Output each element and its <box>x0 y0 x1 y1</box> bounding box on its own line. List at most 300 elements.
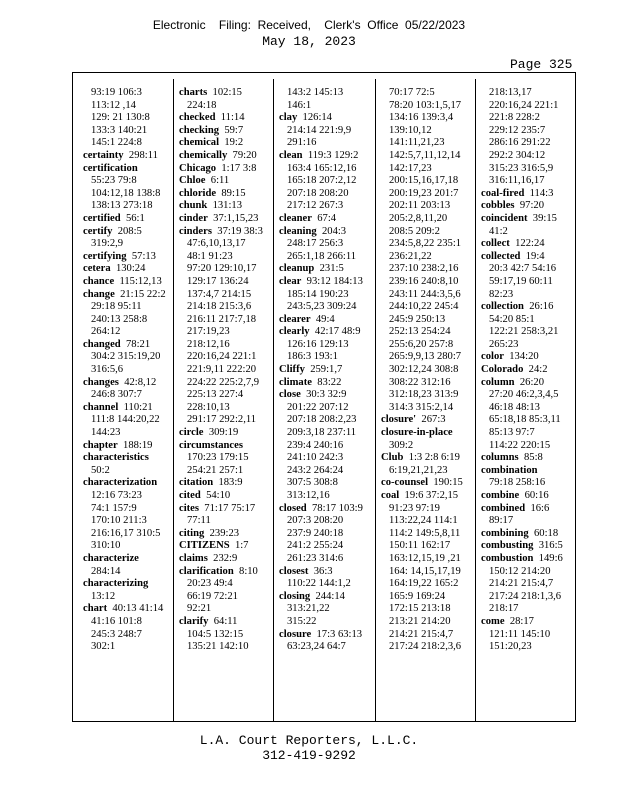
page-line-refs: 208:5 209:2 <box>389 225 440 237</box>
index-entry <box>83 503 166 516</box>
index-entry <box>83 414 166 427</box>
index-entry <box>481 503 563 516</box>
index-term: characterizing <box>83 578 149 590</box>
filing-stamp: Electronic Filing: Received, Clerk's Office 05/22/2023 <box>152 18 466 32</box>
index-term: collected <box>481 250 521 262</box>
reporter-name: L.A. Court Reporters, L.L.C. <box>199 733 419 748</box>
page-line-refs: 302:1 <box>91 641 116 653</box>
index-entry <box>83 339 166 352</box>
page-line-refs: 131:13 <box>212 200 243 212</box>
index-entry <box>83 465 166 478</box>
page-line-refs: 286:16 291:22 <box>489 137 551 149</box>
index-entry <box>279 326 363 339</box>
page-line-refs: 135:21 142:10 <box>187 641 249 653</box>
page-line-refs: 316:11,16,17 <box>489 175 545 187</box>
index-entry <box>179 364 263 377</box>
page-line-refs: 114:2 149:5,8,11 <box>389 527 461 539</box>
index-entry <box>279 540 363 553</box>
index-entry <box>83 301 166 314</box>
page-line-refs: 110:22 144:1,2 <box>287 578 351 590</box>
index-entry <box>83 629 166 642</box>
page-line-refs: 71:17 75:17 <box>204 502 256 514</box>
index-entry <box>381 414 463 427</box>
index-term: checking <box>179 124 220 136</box>
index-entry <box>179 238 263 251</box>
index-entry <box>481 137 563 150</box>
page-line-refs: 214:21 215:4,7 <box>389 628 454 640</box>
page-line-refs: 218:13,17 <box>489 87 532 98</box>
index-entry <box>381 377 463 390</box>
index-entry <box>83 553 166 566</box>
page-line-refs: 185:14 190:23 <box>287 288 349 300</box>
index-entry <box>179 616 263 629</box>
page-line-refs: 121:11 145:10 <box>489 628 551 640</box>
index-entry <box>279 578 363 591</box>
index-entry <box>179 591 263 604</box>
index-term: closed <box>279 502 307 514</box>
index-entry <box>381 629 463 642</box>
index-entry <box>83 402 166 415</box>
index-entry <box>481 377 563 390</box>
page-line-refs: 217:24 218:2,3,6 <box>389 641 462 653</box>
page-line-refs: 172:15 213:18 <box>389 603 451 615</box>
index-entry <box>83 528 166 541</box>
index-entry <box>381 427 463 440</box>
page-line-refs: 291:16 <box>287 137 317 149</box>
index-entry <box>279 163 363 176</box>
page-line-refs: 129:17 136:24 <box>187 275 249 287</box>
page-line-refs: 244:10,22 245:4 <box>389 301 459 313</box>
filing-header <box>0 18 618 49</box>
index-entry <box>279 566 363 579</box>
index-term: close <box>279 389 301 401</box>
page-line-refs: 252:13 254:24 <box>389 326 451 338</box>
index-entry <box>179 528 263 541</box>
page-line-refs: 49:4 <box>315 313 335 325</box>
page-line-refs: 236:21,22 <box>389 250 432 262</box>
page-line-refs: 313:12,16 <box>287 490 330 501</box>
page-line-refs: 164: 14,15,17,19 <box>389 565 461 577</box>
index-entry <box>481 616 563 629</box>
index-entry <box>381 477 463 490</box>
index-entry <box>381 125 463 138</box>
page-line-refs: 244:14 <box>315 590 345 602</box>
page-line-refs: 207:18 208:2,23 <box>287 414 357 426</box>
page-line-refs: 130:24 <box>115 263 146 275</box>
page-line-refs: 8:10 <box>239 565 258 577</box>
index-entry <box>179 414 263 427</box>
index-term: characterize <box>83 552 139 564</box>
index-entry <box>381 112 463 125</box>
page-line-refs: 231:5 <box>319 263 344 275</box>
page-line-refs: 57:13 <box>131 250 156 262</box>
index-entry <box>179 427 263 440</box>
index-entry <box>481 566 563 579</box>
index-entry <box>481 477 563 490</box>
page-line-refs: 6:11 <box>210 175 230 187</box>
index-entry <box>381 465 463 478</box>
index-term: characterization <box>83 477 158 489</box>
index-term: circumstances <box>179 439 243 451</box>
index-entry <box>279 402 363 415</box>
index-entry <box>279 213 363 226</box>
index-entry <box>381 276 463 289</box>
index-term: combusting <box>481 540 534 552</box>
page-line-refs: 144:23 <box>91 427 121 439</box>
index-entry <box>179 301 263 314</box>
page-line-refs: 37:1,15,23 <box>213 212 259 224</box>
page-line-refs: 315:23 316:5,9 <box>489 162 554 174</box>
page-line-refs: 255:6,20 257:8 <box>389 338 454 350</box>
page-line-refs: 42:17 48:9 <box>314 326 361 338</box>
index-entry <box>179 452 263 465</box>
index-entry <box>279 616 363 629</box>
page-line-refs: 217:19,23 <box>187 326 230 338</box>
page-line-refs: 6:19,21,21,23 <box>389 464 448 476</box>
page-line-refs: 150:11 162:17 <box>389 540 451 552</box>
index-entry <box>381 263 463 276</box>
index-term: coincident <box>481 212 528 224</box>
index-entry <box>83 490 166 503</box>
page-line-refs: 46:18 48:13 <box>489 401 540 413</box>
index-entry <box>381 175 463 188</box>
index-entry <box>381 540 463 553</box>
index-term: certainty <box>83 149 124 161</box>
page-line-refs: 50:2 <box>91 464 110 476</box>
page-line-refs: 201:22 207:12 <box>287 401 349 413</box>
index-entry <box>381 566 463 579</box>
page-line-refs: 241:2 255:24 <box>287 540 344 552</box>
index-entry <box>279 503 363 516</box>
index-entry <box>179 377 263 390</box>
index-term: come <box>481 615 505 627</box>
page-line-refs: 220:16,24 221:1 <box>187 351 257 363</box>
page-line-refs: 79:18 258:16 <box>489 477 546 489</box>
page-line-refs: 200:19,23 201:7 <box>389 187 459 199</box>
index-entry <box>481 465 563 478</box>
index-entry <box>179 137 263 150</box>
page-line-refs: 261:23 314:6 <box>287 552 344 564</box>
page-line-refs: 314:3 315:2,14 <box>389 401 454 413</box>
page-line-refs: 218:12,16 <box>187 338 230 350</box>
page-line-refs: 200:15,16,17,18 <box>389 175 459 187</box>
index-term: characteristics <box>83 452 149 464</box>
page-line-refs: 60:18 <box>533 527 559 539</box>
index-entry <box>481 364 563 377</box>
page-line-refs: 41:2 <box>489 225 508 237</box>
index-entry <box>481 226 563 239</box>
index-entry <box>179 578 263 591</box>
index-entry <box>481 351 563 364</box>
page-line-refs: 207:18 208:20 <box>287 187 349 199</box>
page-line-refs: 93:12 184:13 <box>306 275 363 287</box>
page-line-refs: 243:5,23 309:24 <box>287 301 357 313</box>
index-entry <box>481 163 563 176</box>
page-line-refs: 93:19 106:3 <box>91 87 142 98</box>
index-entry <box>179 100 263 113</box>
page-line-refs: 308:22 312:16 <box>389 376 451 388</box>
page-line-refs: 163:4 165:12,16 <box>287 162 357 174</box>
index-entry <box>481 112 563 125</box>
page-line-refs: 91:23 97:19 <box>389 502 440 514</box>
index-entry <box>83 150 166 163</box>
index-entry <box>83 452 166 465</box>
page-line-refs: 1:7 <box>234 540 249 552</box>
index-entry <box>83 200 166 213</box>
index-term: closure-in-place <box>381 427 453 439</box>
index-entry <box>83 540 166 553</box>
index-entry <box>279 490 363 503</box>
index-entry <box>179 540 263 553</box>
index-entry <box>481 603 563 616</box>
index-entry <box>279 314 363 327</box>
page-line-refs: 170:23 179:15 <box>187 452 249 464</box>
index-term: citation <box>179 477 214 489</box>
index-entry <box>481 389 563 402</box>
index-entry <box>83 87 166 100</box>
page-line-refs: 13:12 <box>91 590 116 602</box>
page-line-refs: 216:11 217:7,18 <box>187 313 257 325</box>
page-line-refs: 65:18,18 85:3,11 <box>489 414 561 426</box>
page-line-refs: 17:3 63:13 <box>316 628 363 640</box>
page-line-refs: 114:3 <box>529 187 554 199</box>
page-line-refs: 298:11 <box>128 149 158 161</box>
index-entry <box>279 276 363 289</box>
index-entry <box>381 603 463 616</box>
index-term: coal <box>381 490 400 501</box>
index-term: combined <box>481 502 526 514</box>
index-term: chunk <box>179 200 208 212</box>
index-entry <box>83 163 166 176</box>
index-entry <box>279 440 363 453</box>
index-entry <box>381 200 463 213</box>
page-line-refs: 304:2 315:19,20 <box>91 351 161 363</box>
index-entry <box>279 100 363 113</box>
index-entry <box>481 200 563 213</box>
page-line-refs: 64:11 <box>213 615 238 627</box>
page-line-refs: 225:13 227:4 <box>187 389 244 401</box>
index-entry <box>481 289 563 302</box>
index-entry <box>83 251 166 264</box>
page-line-refs: 164:19,22 165:2 <box>389 578 459 590</box>
index-entry <box>381 326 463 339</box>
index-term: cited <box>179 490 201 501</box>
index-term: citing <box>179 527 205 539</box>
index-entry <box>481 175 563 188</box>
index-entry <box>481 125 563 138</box>
index-entry <box>481 540 563 553</box>
index-term: cleaner <box>279 212 312 224</box>
page-line-refs: 78:21 <box>125 338 151 350</box>
index-term: Chicago <box>179 162 217 174</box>
page-line-refs: 66:19 72:21 <box>187 590 238 602</box>
page-line-refs: 1:3 2:8 6:19 <box>408 452 460 464</box>
index-term: circle <box>179 427 204 439</box>
page-line-refs: 214:14 221:9,9 <box>287 124 352 136</box>
index-entry <box>279 603 363 616</box>
index-entry <box>381 150 463 163</box>
index-term: charts <box>179 87 208 98</box>
page-line-refs: 19:6 37:2,15 <box>404 490 459 501</box>
page-line-refs: 241:10 242:3 <box>287 452 344 464</box>
index-entry <box>179 188 263 201</box>
page-number: Page 325 <box>510 57 573 72</box>
page-line-refs: 37:19 38:3 <box>217 225 263 237</box>
page-line-refs: 137:4,7 214:15 <box>187 288 252 300</box>
page-line-refs: 97:20 129:10,17 <box>187 263 257 275</box>
index-entry <box>279 188 363 201</box>
page-line-refs: 83:22 <box>317 376 342 388</box>
page-line-refs: 79:20 <box>232 149 257 161</box>
index-entry <box>83 213 166 226</box>
page-line-refs: 42:8,12 <box>124 376 157 388</box>
index-entry <box>179 251 263 264</box>
page-line-refs: 170:10 211:3 <box>91 515 147 527</box>
index-term: clean <box>279 149 303 161</box>
index-entry <box>179 603 263 616</box>
index-entry <box>279 515 363 528</box>
page-line-refs: 186:3 193:1 <box>287 351 338 363</box>
index-entry <box>179 629 263 642</box>
page-line-refs: 150:12 214:20 <box>489 565 551 577</box>
index-entry <box>279 150 363 163</box>
index-entry <box>179 515 263 528</box>
index-term: chemically <box>179 149 228 161</box>
index-entry <box>481 87 563 100</box>
page-line-refs: 202:11 203:13 <box>389 200 451 212</box>
index-entry <box>381 301 463 314</box>
index-entry <box>179 402 263 415</box>
page-line-refs: 259:1,7 <box>310 364 343 376</box>
index-frame <box>72 72 576 722</box>
page-line-refs: 59:17,19 60:11 <box>489 275 553 287</box>
index-term: checked <box>179 112 216 124</box>
index-term: cleaning <box>279 225 317 237</box>
reporter-footer <box>0 733 618 763</box>
index-term: Club <box>381 452 404 464</box>
index-entry <box>279 389 363 402</box>
index-entry <box>83 377 166 390</box>
index-entry <box>83 263 166 276</box>
page-line-refs: 218:17 <box>489 603 519 615</box>
page-line-refs: 134:16 139:3,4 <box>389 112 454 124</box>
page-line-refs: 54:10 <box>206 490 231 501</box>
index-entry <box>381 251 463 264</box>
page-line-refs: 70:17 72:5 <box>389 87 435 98</box>
index-column-3 <box>279 87 363 654</box>
index-entry <box>83 603 166 616</box>
page-line-refs: 19:4 <box>525 250 545 262</box>
page-line-refs: 145:1 224:8 <box>91 137 142 149</box>
page-line-refs: 19:2 <box>224 137 244 149</box>
index-column-1 <box>83 87 166 654</box>
index-entry <box>481 641 563 654</box>
index-term: chemical <box>179 137 220 149</box>
index-entry <box>381 528 463 541</box>
index-entry <box>179 175 263 188</box>
page-line-refs: 291:17 292:2,11 <box>187 414 257 426</box>
index-entry <box>83 100 166 113</box>
index-entry <box>83 616 166 629</box>
index-term: color <box>481 351 504 363</box>
index-entry <box>179 553 263 566</box>
index-entry <box>279 641 363 654</box>
page-line-refs: 67:4 <box>317 212 337 224</box>
page-line-refs: 126:14 <box>302 112 332 124</box>
index-term: cetera <box>83 263 111 275</box>
index-term: clarify <box>179 615 209 627</box>
index-entry <box>381 339 463 352</box>
page-line-refs: 213:21 214:20 <box>389 615 451 627</box>
page-line-refs: 246:8 307:7 <box>91 389 142 401</box>
page-line-refs: 78:20 103:1,5,17 <box>389 99 462 111</box>
index-entry <box>179 326 263 339</box>
page-line-refs: 214:21 215:4,7 <box>489 578 554 590</box>
index-entry <box>179 276 263 289</box>
page-line-refs: 214:18 215:3,6 <box>187 301 252 313</box>
index-term: clarification <box>179 565 234 577</box>
page-line-refs: 245:9 250:13 <box>389 313 446 325</box>
page-line-refs: 267:3 <box>421 414 446 426</box>
index-entry <box>481 301 563 314</box>
index-term: combustion <box>481 552 534 564</box>
page-line-refs: 254:21 257:1 <box>187 464 244 476</box>
index-entry <box>381 440 463 453</box>
index-term: claims <box>179 552 208 564</box>
page-line-refs: 163:12,15,19 ,21 <box>389 552 461 564</box>
index-term: column <box>481 376 515 388</box>
page-line-refs: 221:8 228:2 <box>489 112 540 124</box>
page-line-refs: 133:3 140:21 <box>91 124 148 136</box>
page-line-refs: 63:23,24 64:7 <box>287 641 346 653</box>
page-line-refs: 165:18 207:2,12 <box>287 175 357 187</box>
index-term: cites <box>179 502 199 514</box>
index-term: co-counsel <box>381 477 429 489</box>
index-entry <box>179 87 263 100</box>
index-entry <box>83 226 166 239</box>
index-term: clear <box>279 275 302 287</box>
page-line-refs: 77:11 <box>187 515 211 527</box>
index-entry <box>179 289 263 302</box>
index-entry <box>381 389 463 402</box>
index-term: combination <box>481 464 538 476</box>
reporter-phone: 312-419-9292 <box>262 748 356 763</box>
index-entry <box>279 452 363 465</box>
index-entry <box>83 440 166 453</box>
page-line-refs: 119:3 129:2 <box>307 149 359 161</box>
index-term: coal-fired <box>481 187 525 199</box>
page-line-refs: 264:12 <box>91 326 121 338</box>
index-entry <box>279 427 363 440</box>
page-line-refs: 92:21 <box>187 603 212 615</box>
index-term: columns <box>481 452 519 464</box>
page-line-refs: 239:23 <box>209 527 240 539</box>
page-line-refs: 237:9 240:18 <box>287 527 344 539</box>
index-entry <box>381 314 463 327</box>
page-line-refs: 12:16 73:23 <box>91 490 142 501</box>
index-entry <box>481 213 563 226</box>
page-line-refs: 20:23 49:4 <box>187 578 233 590</box>
page-line-refs: 41:16 101:8 <box>91 615 142 627</box>
column-divider <box>173 79 174 721</box>
index-entry <box>83 112 166 125</box>
index-entry <box>179 263 263 276</box>
index-entry <box>179 163 263 176</box>
page-line-refs: 265:23 <box>489 338 519 350</box>
index-entry <box>481 150 563 163</box>
index-entry <box>481 188 563 201</box>
index-entry <box>83 477 166 490</box>
